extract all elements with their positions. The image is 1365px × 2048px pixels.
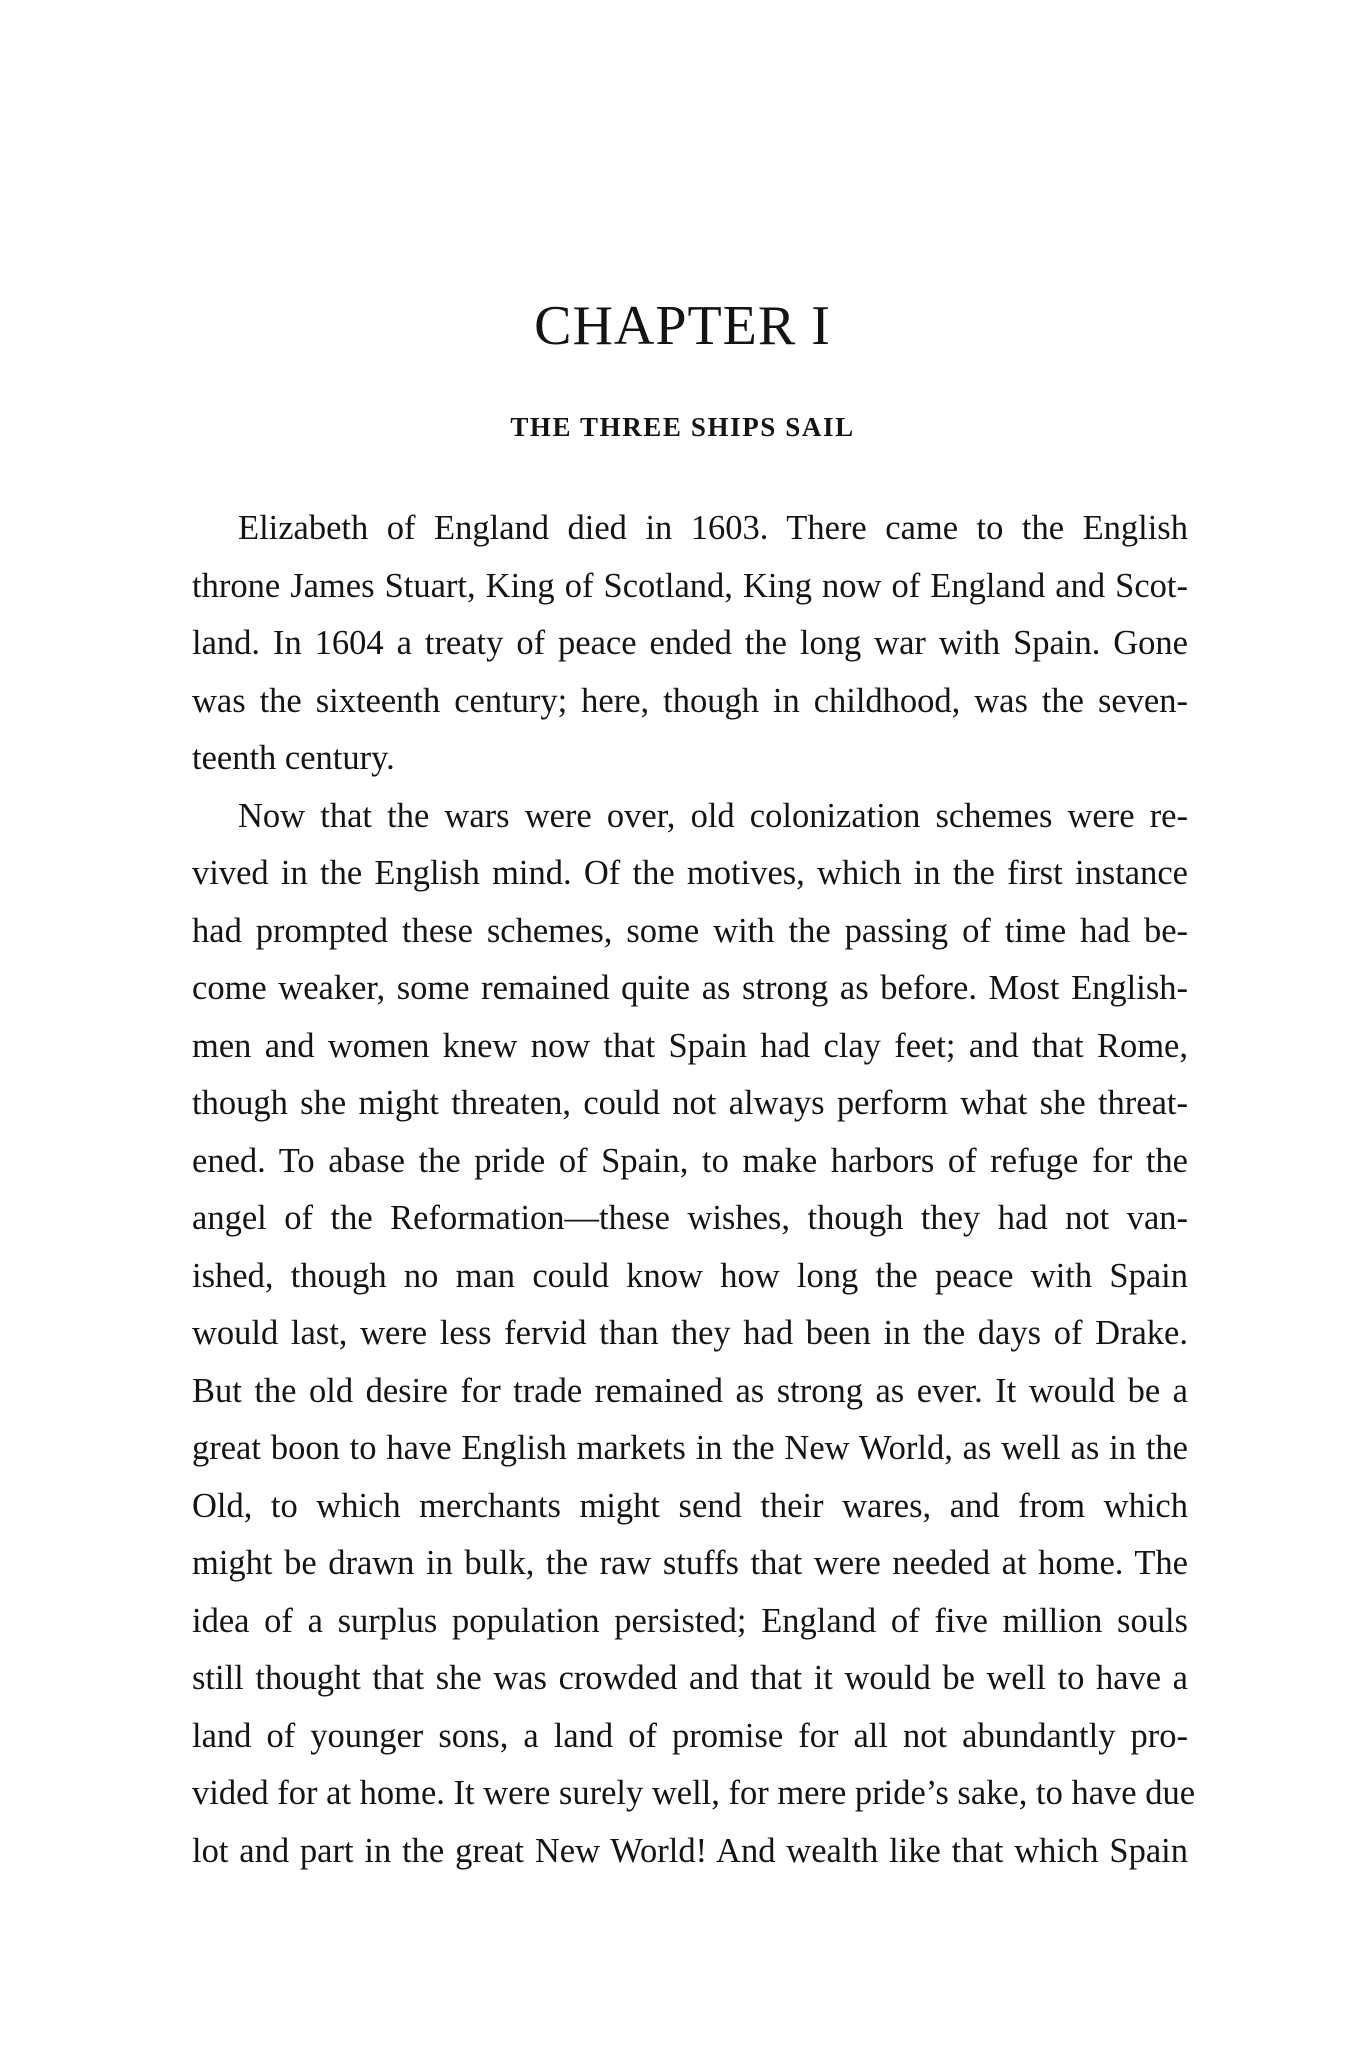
text-line: still thought that she was crowded and that it would be well to have a — [192, 1659, 1188, 1697]
paragraph-1 — [192, 500, 1188, 788]
text-line: angel of the Reformation—these wishes, though they had not van- — [192, 1199, 1188, 1237]
paragraph-2 — [192, 788, 1196, 1881]
text-line: teenth century. — [192, 739, 395, 777]
text-line: land of younger sons, a land of promise for all not abundantly pro- — [192, 1716, 1188, 1755]
text-line: might be drawn in bulk, the raw stuffs that were needed at home. The — [192, 1544, 1188, 1582]
text-line: Elizabeth of England died in 1603. There came to the English — [238, 509, 1188, 547]
body-text — [192, 500, 1196, 1880]
text-line: come weaker, some remained quite as strong as before. Most English- — [192, 969, 1188, 1007]
text-line: had prompted these schemes, some with the passing of time had be- — [192, 911, 1188, 950]
chapter-title: CHAPTER I — [534, 295, 831, 357]
text-line: lot and part in the great New World! And wealth like that which Spain — [192, 1831, 1188, 1870]
text-line: great boon to have English markets in the New World, as well as in the — [192, 1429, 1188, 1467]
text-line: men and women knew now that Spain had clay feet; and that Rome, — [192, 1026, 1188, 1065]
text-line: land. In 1604 a treaty of peace ended the long war with Spain. Gone — [192, 624, 1188, 662]
chapter-subtitle: THE THREE SHIPS SAIL — [510, 412, 855, 442]
text-line: ished, though no man could know how long the peace with Spain — [192, 1256, 1188, 1295]
text-line: throne James Stuart, King of Scotland, King now of England and Scot- — [192, 566, 1188, 605]
text-line: ened. To abase the pride of Spain, to make harbors of refuge for the — [192, 1141, 1188, 1180]
text-line: Old, to which merchants might send their wares, and from which — [192, 1486, 1188, 1525]
text-line: though she might threaten, could not always perform what she threat- — [192, 1084, 1188, 1122]
text-line: would last, were less fervid than they had been in the days of Drake. — [192, 1314, 1188, 1352]
text-line: Now that the wars were over, old colonization schemes were re- — [238, 796, 1188, 835]
text-line: vived in the English mind. Of the motives, which in the first instance — [192, 854, 1188, 892]
text-line: vided for at home. It were surely well, for mere pride’s sake, to have due — [192, 1774, 1196, 1812]
text-line: idea of a surplus population persisted; England of five million souls — [192, 1601, 1188, 1640]
text-line: was the sixteenth century; here, though in childhood, was the seven- — [192, 681, 1188, 720]
text-line: But the old desire for trade remained as strong as ever. It would be a — [192, 1371, 1188, 1410]
